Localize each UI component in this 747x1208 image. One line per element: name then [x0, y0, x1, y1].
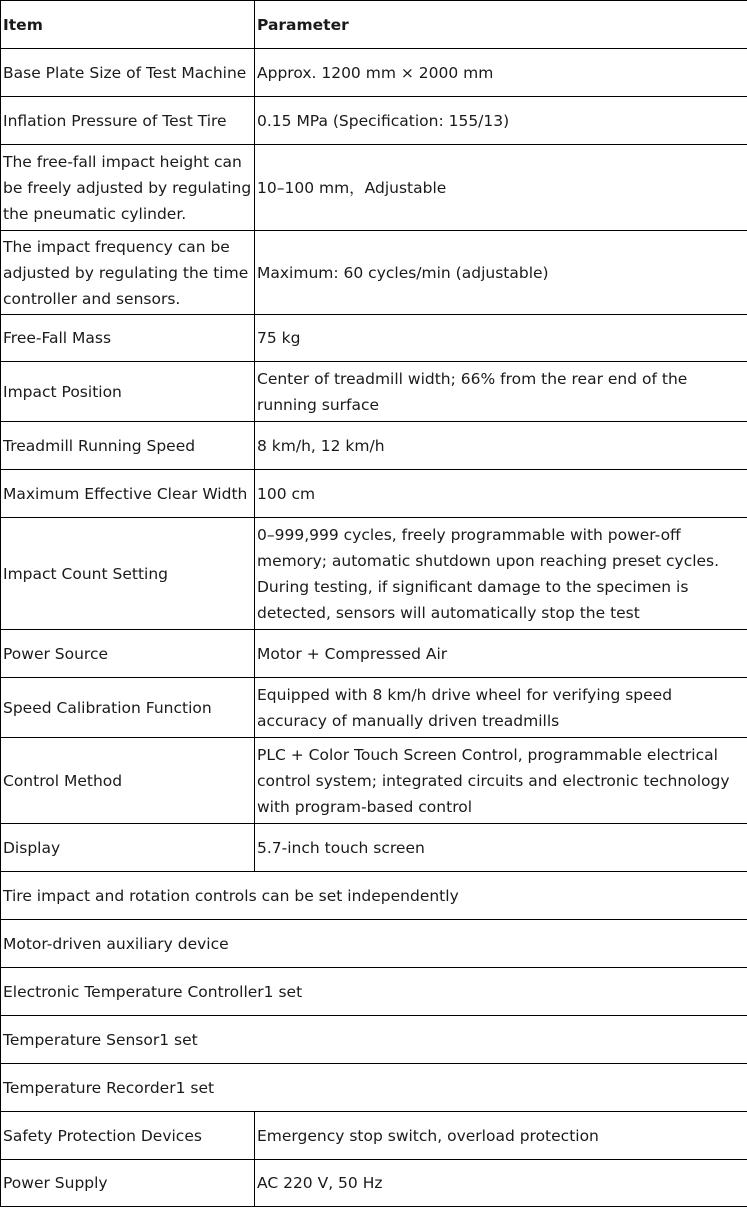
item-cell: Free-Fall Mass [1, 315, 255, 362]
parameter-cell: Center of treadmill width; 66% from the rear end of the running surface [255, 362, 747, 422]
parameter-cell: 100 cm [255, 470, 747, 518]
item-cell: Treadmill Running Speed [1, 422, 255, 470]
item-cell: Speed Calibration Function [1, 678, 255, 738]
parameter-cell: Motor + Compressed Air [255, 630, 747, 678]
table-header-row [1, 1, 747, 49]
item-cell: The free-fall impact height can be freely adjusted by regulating the pneumatic cylinder. [1, 145, 255, 231]
item-cell: Impact Position [1, 362, 255, 422]
table-row [1, 231, 747, 315]
item-cell: Base Plate Size of Test Machine [1, 49, 255, 97]
item-cell: Power Supply [1, 1160, 255, 1207]
table-row [1, 968, 747, 1016]
item-cell: Power Source [1, 630, 255, 678]
table-row [1, 518, 747, 630]
parameter-cell: 0–999,999 cycles, freely programmable with power-off memory; automatic shutdown upon reaching preset cycles. During testing, if significant damage to the specimen is detected, sensors will automatically stop the test [255, 518, 747, 630]
table-row [1, 422, 747, 470]
table-row [1, 1064, 747, 1112]
table-row [1, 470, 747, 518]
table-row [1, 824, 747, 872]
full-width-cell: Electronic Temperature Controller1 set [1, 968, 747, 1016]
parameter-cell: 5.7-inch touch screen [255, 824, 747, 872]
table-row [1, 1016, 747, 1064]
full-width-cell: Tire impact and rotation controls can be set independently [1, 872, 747, 920]
parameter-cell: 10–100 mm，Adjustable [255, 145, 747, 231]
table-row [1, 872, 747, 920]
table-row [1, 1112, 747, 1160]
table-row [1, 630, 747, 678]
parameter-cell: Emergency stop switch, overload protection [255, 1112, 747, 1160]
full-width-cell: Temperature Recorder1 set [1, 1064, 747, 1112]
table-row [1, 49, 747, 97]
table-row [1, 678, 747, 738]
column-header-item: Item [1, 1, 255, 49]
table-row [1, 315, 747, 362]
full-width-cell: Motor-driven auxiliary device [1, 920, 747, 968]
parameter-cell: Equipped with 8 km/h drive wheel for verifying speed accuracy of manually driven treadmills [255, 678, 747, 738]
parameter-cell: 0.15 MPa (Specification: 155/13) [255, 97, 747, 145]
item-cell: Safety Protection Devices [1, 1112, 255, 1160]
parameter-cell: 8 km/h, 12 km/h [255, 422, 747, 470]
parameter-cell: Approx. 1200 mm × 2000 mm [255, 49, 747, 97]
table-row [1, 97, 747, 145]
table-row [1, 362, 747, 422]
column-header-parameter: Parameter [255, 1, 747, 49]
table-row [1, 145, 747, 231]
parameter-cell: Maximum: 60 cycles/min (adjustable) [255, 231, 747, 315]
item-cell: Control Method [1, 738, 255, 824]
item-cell: Impact Count Setting [1, 518, 255, 630]
item-cell: The impact frequency can be adjusted by regulating the time controller and sensors. [1, 231, 255, 315]
parameter-cell: AC 220 V, 50 Hz [255, 1160, 747, 1207]
parameter-cell: PLC + Color Touch Screen Control, programmable electrical control system; integrated circuits and electronic technology with program-based control [255, 738, 747, 824]
parameter-cell: 75 kg [255, 315, 747, 362]
table-row [1, 1160, 747, 1207]
full-width-cell: Temperature Sensor1 set [1, 1016, 747, 1064]
item-cell: Display [1, 824, 255, 872]
table-row [1, 920, 747, 968]
table-row [1, 738, 747, 824]
item-cell: Maximum Effective Clear Width [1, 470, 255, 518]
item-cell: Inflation Pressure of Test Tire [1, 97, 255, 145]
